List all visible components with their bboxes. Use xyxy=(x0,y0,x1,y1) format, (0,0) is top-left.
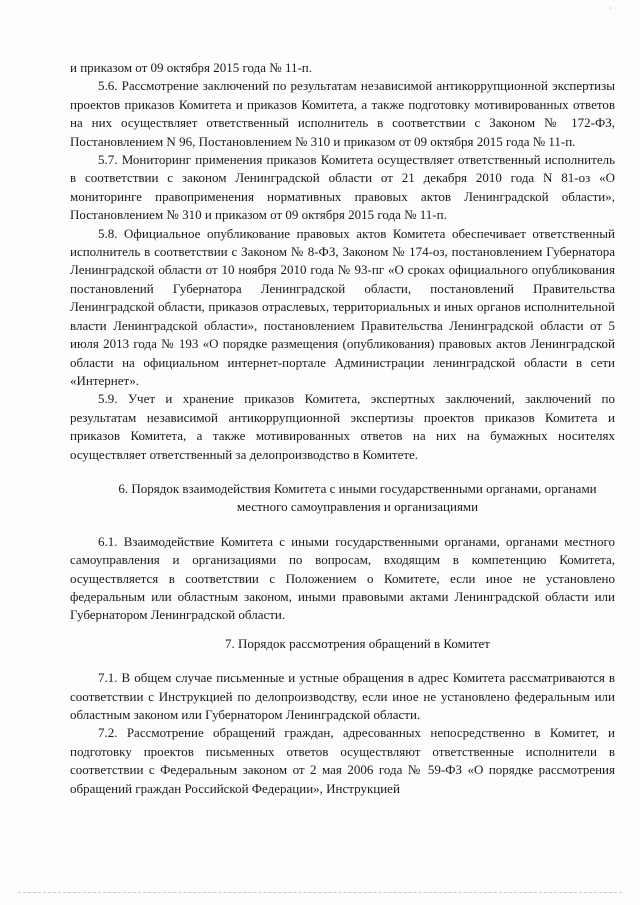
document-body xyxy=(70,59,615,798)
spacer xyxy=(70,625,615,635)
paragraph: 5.8. Официальное опубликование правовых актов Комитета обеспечивает ответственный исполнитель в соответствии с Законом № 8-ФЗ, Законом № 174-оз, постановлением Губернатора Ленинградской области от 10 ноября 2010 года № 93-пг «О сроках официального опубликования постановлений Губернатора Ленинградской области, постановлений Правительства Ленинградской области, приказов отраслевых, территориальных и иных органов исполнительной власти Ленинградской области», постановлением Правительства Ленинградской области от 5 июля 2013 года № 193 «О порядке размещения (опубликования) правовых актов Ленинградской области на официальном интернет-портале Администрации ленинградской области в сети «Интернет». xyxy=(70,225,615,388)
spacer xyxy=(70,653,615,669)
spacer xyxy=(70,464,615,480)
paragraph: 7.1. В общем случае письменные и устные обращения в адрес Комитета рассматриваются в соответствии с Инструкцией по делопроизводству, если иное не установлено федеральным или областным законом или Губернатором Ленинградской области. xyxy=(70,670,615,722)
scan-mark: · xyxy=(609,4,612,13)
section-heading: 7. Порядок рассмотрения обращений в Комитет xyxy=(225,635,490,651)
spacer xyxy=(70,517,615,533)
paragraph: 5.7. Мониторинг применения приказов Комитета осуществляет ответственный исполнитель в соответствии с законом Ленинградской области от 21 декабря 2010 года N 81-оз «О мониторинге правоприменения нормативных правовых актов Ленинградской области», Постановлением № 310 и приказом от 09 октября 2015 года № 11-п. xyxy=(70,152,615,223)
scan-edge-line xyxy=(18,892,622,893)
section-heading: 6. Порядок взаимодействия Комитета с иными государственными органами, органами местного самоуправления и организациями xyxy=(118,480,597,515)
paragraph: 5.6. Рассмотрение заключений по результатам независимой антикоррупционной экспертизы проектов приказов Комитета и приказов Комитета, а также подготовку мотивированных ответов на них осуществляет ответственный исполнитель в соответствии с Законом № 172-ФЗ, Постановлением N 96, Постановлением № 310 и приказом от 09 октября 2015 года № 11-п. xyxy=(70,78,615,149)
paragraph: 5.9. Учет и хранение приказов Комитета, экспертных заключений, заключений по результатам независимой антикоррупционной экспертизы проектов приказов Комитета и приказов Комитета, а также мотивированных ответов на них на бумажных носителях осуществляет ответственный за делопроизводство в Комитете. xyxy=(70,391,615,462)
paragraph: и приказом от 09 октября 2015 года № 11-п. xyxy=(70,60,313,75)
paragraph: 7.2. Рассмотрение обращений граждан, адресованных непосредственно в Комитет, и подготовку проектов письменных ответов осуществляют ответственные исполнители в соответствии с Федеральным законом от 2 мая 2006 года № 59-ФЗ «О порядке рассмотрения обращений граждан Российской Федерации», Инструкцией xyxy=(70,725,615,796)
paragraph: 6.1. Взаимодействие Комитета с иными государственными органами, органами местного самоуправления и организациями по вопросам, входящим в компетенцию Комитета, осуществляется в соответствии с Положением о Комитете, если иное не установлено федеральным или областным законом, иными правовыми актами Ленинградской области или Губернатором Ленинградской области. xyxy=(70,533,615,623)
